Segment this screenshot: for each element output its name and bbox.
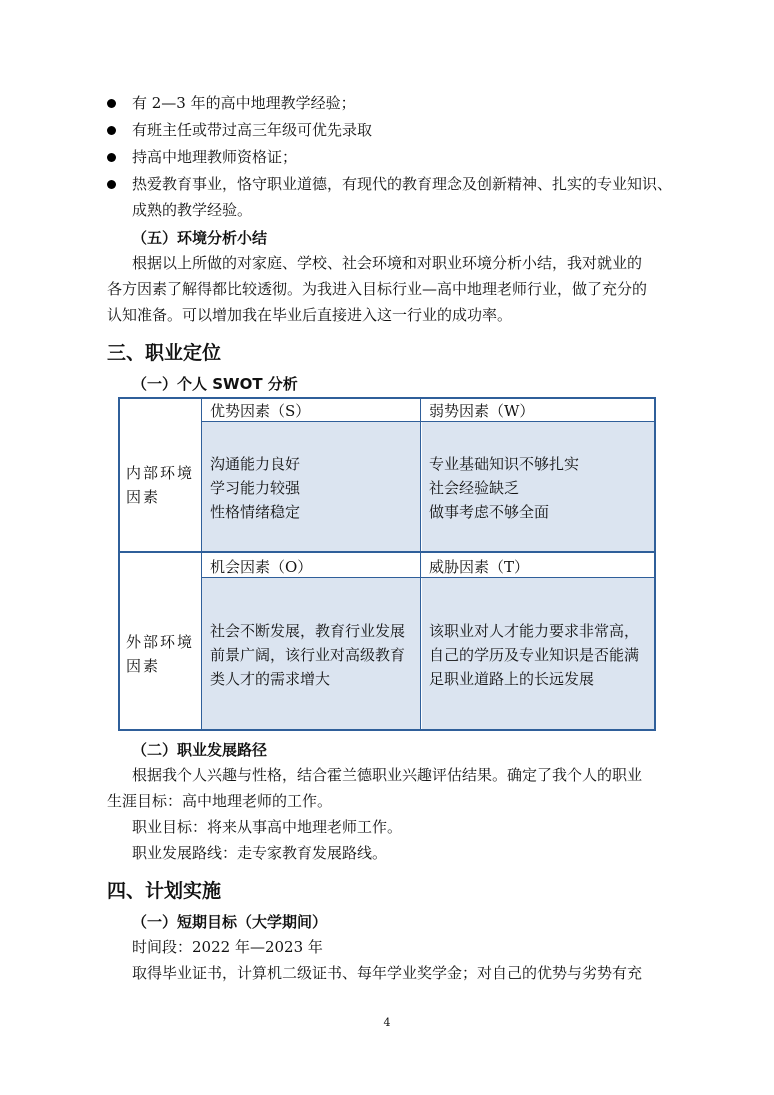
paragraph-line: 认知准备。可以增加我在毕业后直接进入这一行业的成功率。 — [107, 306, 513, 324]
section-heading: （五）环境分析小结 — [132, 229, 268, 247]
paragraph-line: 生涯目标：高中地理老师的工作。 — [107, 792, 333, 810]
bullet-item: 持高中地理教师资格证； — [132, 148, 298, 166]
swot-item: 该职业对人才能力要求非常高， — [429, 622, 640, 640]
swot-item: 沟通能力良好 — [210, 455, 301, 473]
opportunities-list — [210, 619, 405, 691]
table-divider — [201, 397, 202, 731]
row-label-line: 外部环境 — [126, 633, 195, 651]
bullet-icon — [107, 126, 116, 135]
table-border — [654, 397, 656, 731]
swot-item: 做事考虑不够全面 — [429, 503, 550, 521]
bullet-item-continuation: 成熟的教学经验。 — [132, 201, 253, 219]
table-divider — [202, 577, 656, 578]
opportunities-header: 机会因素（O） — [210, 558, 313, 576]
table-border — [118, 397, 120, 731]
chapter-title: 三、职业定位 — [107, 342, 222, 364]
swot-item: 类人才的需求增大 — [210, 670, 331, 688]
table-divider — [118, 551, 656, 553]
bullet-item: 有班主任或带过高三年级可优先录取 — [132, 121, 373, 139]
bullet-icon — [107, 153, 116, 162]
paragraph-line: 根据以上所做的对家庭、学校、社会环境和对职业环境分析小结，我对就业的 — [132, 254, 643, 272]
table-divider — [202, 421, 656, 422]
bullet-item: 有 2—3 年的高中地理教学经验； — [132, 94, 356, 112]
swot-item: 专业基础知识不够扎实 — [429, 455, 580, 473]
strengths-header: 优势因素（S） — [210, 402, 311, 420]
threats-header: 威胁因素（T） — [429, 558, 530, 576]
bullet-icon — [107, 180, 116, 189]
table-border — [118, 729, 656, 731]
weaknesses-header: 弱势因素（W） — [429, 402, 535, 420]
page-number: 4 — [383, 1016, 391, 1029]
strengths-list — [210, 452, 300, 524]
threats-list — [429, 619, 639, 691]
paragraph-line: 时间段：2022 年—2023 年 — [132, 938, 323, 956]
swot-item: 学习能力较强 — [210, 479, 301, 497]
paragraph-line: 取得毕业证书，计算机二级证书、每年学业奖学金；对自己的优势与劣势有充 — [132, 964, 643, 982]
swot-item: 社会不断发展，教育行业发展 — [210, 622, 406, 640]
bullet-icon — [107, 99, 116, 108]
external-factors-label — [126, 630, 194, 678]
section-heading: （一）短期目标（大学期间） — [132, 913, 328, 931]
section-heading: （一）个人 SWOT 分析 — [132, 375, 298, 393]
table-border — [118, 397, 656, 399]
internal-factors-label — [126, 461, 194, 509]
paragraph-line: 职业目标：将来从事高中地理老师工作。 — [132, 818, 403, 836]
row-label-line: 因素 — [126, 657, 161, 675]
paragraph-line: 根据我个人兴趣与性格，结合霍兰德职业兴趣评估结果。确定了我个人的职业 — [132, 766, 643, 784]
swot-item: 社会经验缺乏 — [429, 479, 520, 497]
bullet-item: 热爱教育事业，恪守职业道德，有现代的教育理念及创新精神、扎实的专业知识、 — [132, 175, 673, 193]
weaknesses-list — [429, 452, 579, 524]
swot-item: 自己的学历及专业知识是否能满 — [429, 646, 640, 664]
swot-item: 足职业道路上的长远发展 — [429, 670, 595, 688]
swot-table — [118, 397, 656, 731]
swot-item: 前景广阔，该行业对高级教育 — [210, 646, 406, 664]
paragraph-line: 职业发展路线：走专家教育发展路线。 — [132, 844, 388, 862]
table-divider — [420, 397, 421, 731]
row-label-line: 内部环境 — [126, 464, 195, 482]
chapter-title: 四、计划实施 — [107, 880, 222, 902]
section-heading: （二）职业发展路径 — [132, 741, 268, 759]
row-label-line: 因素 — [126, 488, 161, 506]
swot-item: 性格情绪稳定 — [210, 503, 301, 521]
paragraph-line: 各方因素了解得都比较透彻。为我进入目标行业—高中地理老师行业，做了充分的 — [107, 280, 648, 298]
